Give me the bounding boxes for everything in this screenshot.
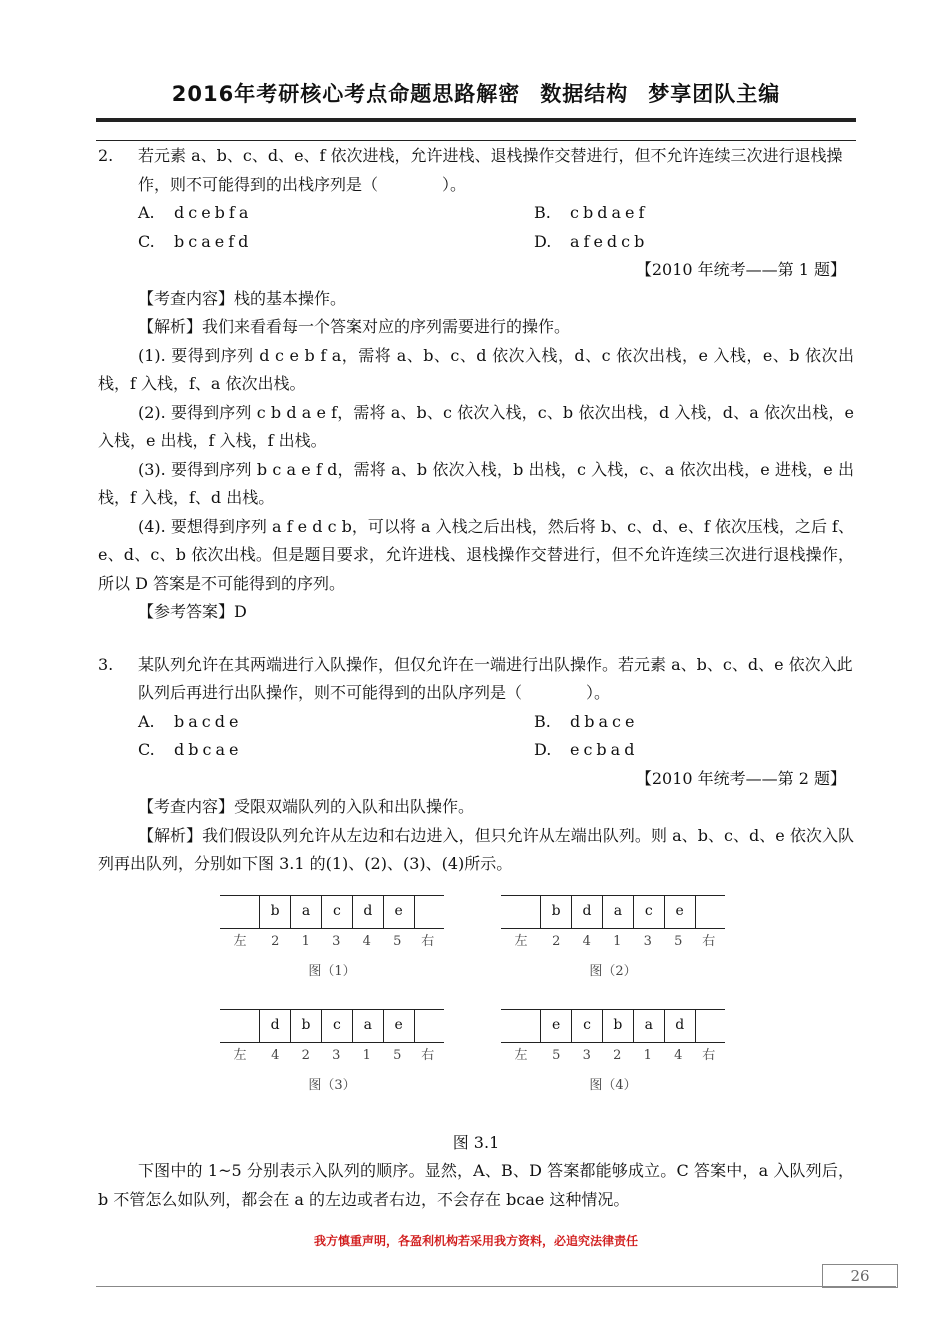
option-label: C. xyxy=(138,231,155,251)
order-number: 3 xyxy=(332,1047,341,1063)
option-label: B. xyxy=(534,711,551,731)
question-stem: 若元素 a、b、c、d、e、f 依次进栈，允许进栈、退栈操作交替进行，但不允许连续三次进行退栈操作，则不可能得到的出栈序列是（ ）。 xyxy=(138,146,843,194)
option-text: bacde xyxy=(174,711,243,731)
order-number: 2 xyxy=(613,1047,622,1063)
queue-cell: a xyxy=(634,1010,665,1042)
option-d xyxy=(534,736,854,765)
queue-cell: e xyxy=(384,1010,415,1042)
order-number: 4 xyxy=(582,933,591,949)
right-label: 右 xyxy=(421,1047,435,1063)
page-content xyxy=(98,142,854,1214)
queue-cell-empty xyxy=(220,896,260,928)
right-label: 右 xyxy=(702,1047,716,1063)
figure-caption: 图 3.1 xyxy=(452,1132,500,1152)
question-stem: 某队列允许在其两端进行入队操作，但仅允许在一端进行出队操作。若元素 a、b、c、d、e 依次入此队列后再进行出队操作，则不可能得到的出队序列是（ ）。 xyxy=(138,654,853,702)
analysis-intro: 【解析】我们来看看每一个答案对应的序列需要进行的操作。 xyxy=(138,317,571,336)
queue-box xyxy=(501,895,725,929)
queue-cell: c xyxy=(322,896,353,928)
question-number: 2. xyxy=(98,146,114,165)
order-number: 3 xyxy=(332,933,341,949)
queue-cell-empty xyxy=(220,1010,260,1042)
option-a xyxy=(138,199,534,228)
question-source: 【2010 年统考——第 2 题】 xyxy=(635,768,846,788)
question-3-options xyxy=(138,708,854,765)
analysis-step-4: (4). 要想得到序列 a f e d c b，可以将 a 入栈之后出栈，然后将 b、c、d、e、f 依次压栈，之后 f、e、d、c、b 依次出栈。但是题目要求，允许进栈、退栈操作交替进行，但不允许连续三次进行退栈操作，所以 D 答案是不可能得到的序列。 xyxy=(98,516,854,593)
queue-cell: c xyxy=(322,1010,353,1042)
header-editor: 梦享团队主编 xyxy=(648,82,781,106)
option-text: dcebfa xyxy=(174,203,253,222)
queue-diagram-1 xyxy=(220,895,444,981)
page-number: 26 xyxy=(822,1264,898,1288)
queue-cell: d xyxy=(572,896,603,928)
queue-box xyxy=(501,1009,725,1043)
queue-cell: d xyxy=(260,1010,291,1042)
order-number: 4 xyxy=(674,1047,683,1063)
question-source: 【2010 年统考——第 1 题】 xyxy=(635,260,846,279)
option-text: bcaefd xyxy=(174,231,253,251)
queue-cell: a xyxy=(353,1010,384,1042)
queue-cell: e xyxy=(384,896,415,928)
queue-cell: a xyxy=(603,896,634,928)
queue-figure xyxy=(98,881,854,1125)
enqueue-order xyxy=(501,933,725,951)
option-label: A. xyxy=(138,203,155,222)
queue-diagram-2 xyxy=(501,895,725,981)
option-text: dbace xyxy=(570,711,639,731)
queue-box xyxy=(220,895,444,929)
queue-cell-empty xyxy=(415,1010,444,1042)
left-label: 左 xyxy=(233,933,247,949)
question-3 xyxy=(98,651,854,708)
option-text: afedcb xyxy=(570,231,649,251)
option-text: ecbad xyxy=(570,740,639,759)
header-title: 2016年考研核心考点命题思路解密 xyxy=(171,82,521,106)
order-number: 2 xyxy=(301,1047,310,1063)
order-number: 1 xyxy=(613,933,622,949)
queue-cell: b xyxy=(260,896,291,928)
header-subject: 数据结构 xyxy=(540,82,629,106)
enqueue-order xyxy=(220,933,444,951)
option-label: C. xyxy=(138,740,155,759)
queue-cell: e xyxy=(665,896,696,928)
order-number: 1 xyxy=(362,1047,371,1063)
order-number: 5 xyxy=(393,1047,402,1063)
diagram-caption: 图（4） xyxy=(589,1077,637,1093)
diagram-caption: 图（3） xyxy=(308,1077,356,1093)
option-text: dbcae xyxy=(174,740,243,759)
order-number: 5 xyxy=(552,1047,561,1063)
reference-answer: 【参考答案】D xyxy=(138,602,247,621)
analysis-step-2: (2). 要得到序列 c b d a e f，需将 a、b、c 依次入栈，c、b 依次出栈，d 入栈，d、a 依次出栈，e 入栈，e 出栈，f 入栈，f 出栈。 xyxy=(98,402,854,450)
order-number: 1 xyxy=(643,1047,652,1063)
queue-cell: b xyxy=(541,896,572,928)
option-d xyxy=(534,228,854,257)
queue-cell-empty xyxy=(415,896,444,928)
option-b xyxy=(534,199,854,228)
order-number: 3 xyxy=(582,1047,591,1063)
queue-cell-empty xyxy=(501,1010,541,1042)
queue-cell: c xyxy=(634,896,665,928)
queue-cell: e xyxy=(541,1010,572,1042)
question-2 xyxy=(98,142,854,199)
queue-cell-empty xyxy=(696,1010,725,1042)
explanation-conclusion: 下图中的 1~5 分别表示入队列的顺序。显然，A、B、D 答案都能够成立。C 答案中，a 入队列后，b 不管怎么如队列，都会在 a 的左边或者右边，不会存在 bcae 这种情况。 xyxy=(98,1161,854,1209)
option-a xyxy=(138,708,534,737)
queue-cell: b xyxy=(291,1010,322,1042)
footer-rule xyxy=(96,1286,896,1287)
diagram-caption: 图（2） xyxy=(589,963,637,979)
queue-diagram-3 xyxy=(220,1009,444,1095)
question-number: 3. xyxy=(98,654,114,674)
option-label: B. xyxy=(534,203,551,222)
queue-cell-empty xyxy=(696,896,725,928)
order-number: 4 xyxy=(271,1047,280,1063)
copyright-notice: 我方慎重声明，各盈利机构若采用我方资料，必追究法律责任 xyxy=(313,1234,638,1248)
option-c xyxy=(138,228,534,257)
option-c xyxy=(138,736,534,765)
enqueue-order xyxy=(501,1047,725,1065)
option-label: D. xyxy=(534,231,552,251)
order-number: 2 xyxy=(271,933,280,949)
order-number: 5 xyxy=(393,933,402,949)
queue-cell-empty xyxy=(501,896,541,928)
analysis-step-1: (1). 要得到序列 d c e b f a，需将 a、b、c、d 依次入栈，d、c 依次出栈，e 入栈，e、b 依次出栈，f 入栈，f、a 依次出栈。 xyxy=(98,345,854,393)
option-label: A. xyxy=(138,711,155,731)
queue-cell: d xyxy=(353,896,384,928)
option-label: D. xyxy=(534,740,552,759)
left-label: 左 xyxy=(514,1047,528,1063)
queue-box xyxy=(220,1009,444,1043)
exam-topic: 【考查内容】受限双端队列的入队和出队操作。 xyxy=(138,797,475,816)
question-2-options xyxy=(138,199,854,256)
enqueue-order xyxy=(220,1047,444,1065)
order-number: 5 xyxy=(674,933,683,949)
right-label: 右 xyxy=(421,933,435,949)
queue-cell: d xyxy=(665,1010,696,1042)
option-text: cbdaef xyxy=(570,203,649,222)
queue-cell: b xyxy=(603,1010,634,1042)
header-rule-thick xyxy=(96,118,856,122)
left-label: 左 xyxy=(233,1047,247,1063)
diagram-caption: 图（1） xyxy=(308,963,356,979)
header-rule-thin xyxy=(96,140,856,141)
order-number: 3 xyxy=(643,933,652,949)
queue-cell: c xyxy=(572,1010,603,1042)
queue-cell: a xyxy=(291,896,322,928)
right-label: 右 xyxy=(702,933,716,949)
page-header xyxy=(96,78,856,114)
analysis-intro: 【解析】我们假设队列允许从左边和右边进入，但只允许从左端出队列。则 a、b、c、d、e 依次入队列再出队列，分别如下图 3.1 的(1)、(2)、(3)、(4)所示。 xyxy=(98,825,854,873)
exam-topic: 【考查内容】栈的基本操作。 xyxy=(138,288,347,308)
analysis-step-3: (3). 要得到序列 b c a e f d，需将 a、b 依次入栈，b 出栈，c 入栈，c、a 依次出栈，e 进栈，e 出栈，f 入栈，f、d 出栈。 xyxy=(98,459,854,507)
order-number: 1 xyxy=(301,933,310,949)
order-number: 2 xyxy=(552,933,561,949)
option-b xyxy=(534,708,854,737)
left-label: 左 xyxy=(514,933,528,949)
queue-diagram-4 xyxy=(501,1009,725,1095)
order-number: 4 xyxy=(362,933,371,949)
